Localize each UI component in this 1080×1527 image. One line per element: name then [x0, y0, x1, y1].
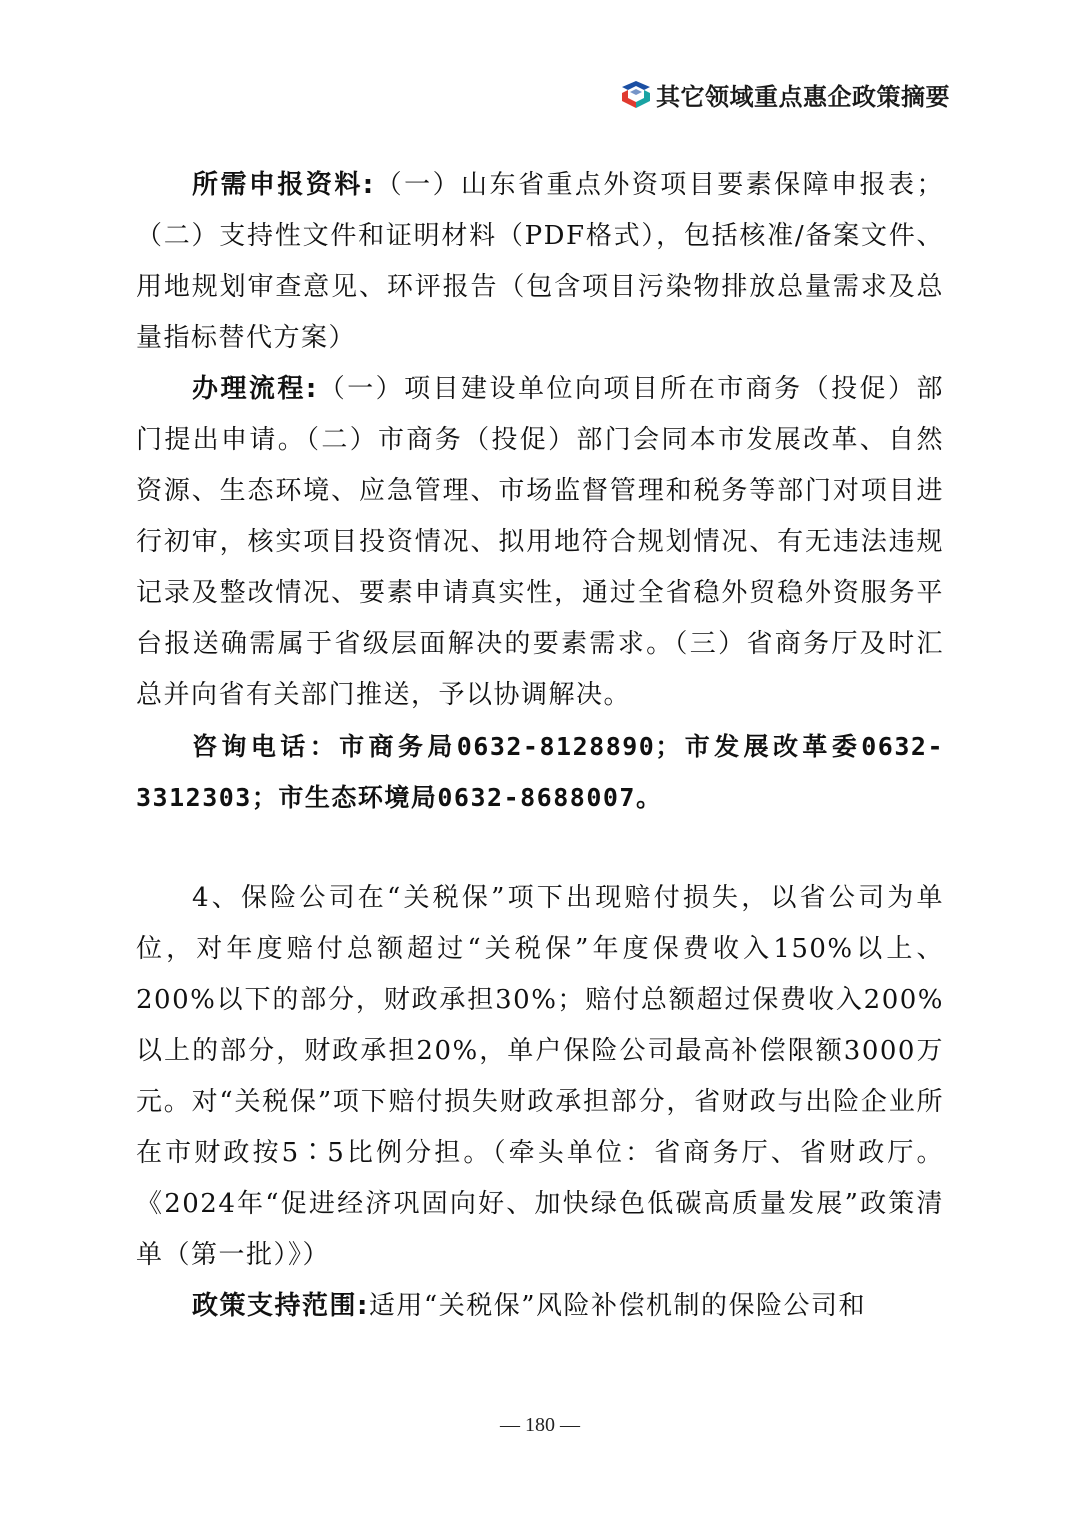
paragraph-text: 适用“关税保”风险补偿机制的保险公司和 [368, 1291, 866, 1321]
paragraph-lead: 所需申报资料: [192, 170, 375, 200]
paragraph-scope [136, 1281, 944, 1332]
header-title: 其它领域重点惠企政策摘要 [656, 82, 950, 111]
paragraph-insurance: 4、保险公司在“关税保”项下出现赔付损失，以省公司为单位，对年度赔付总额超过“关税保”年度保费收入150%以上、200%以下的部分，财政承担30%；赔付总额超过保费收入200%以上的部分，财政承担20%，单户保险公司最高补偿限额3000万元。对“关税保”项下赔付损失财政承担部分，省财政与出险企业所在市财政按5∶5比例分担。（牵头单位：省商务厅、省财政厅。《2024年“促进经济巩固向好、加快绿色低碳高质量发展”政策清单（第一批）》） [136, 883, 944, 1270]
paragraph-lead: 办理流程: [192, 374, 318, 404]
paragraph-spacer [136, 823, 944, 873]
paragraph-contact: 咨询电话：市商务局0632-8128890；市发展改革委0632-3312303；市生态环境局0632-8688007。 [136, 732, 944, 812]
paragraph-materials [136, 160, 944, 364]
page-number: — 180 — [500, 1414, 580, 1436]
logo-icon [620, 79, 652, 109]
document-body [136, 160, 944, 1332]
paragraph-process [136, 364, 944, 721]
page-header [620, 76, 950, 112]
paragraph-text: （一）项目建设单位向项目所在市商务（投促）部门提出申请。（二）市商务（投促）部门会同本市发展改革、自然资源、生态环境、应急管理、市场监督管理和税务等部门对项目进行初审，核实项目投资情况、拟用地符合规划情况、有无违法违规记录及整改情况、要素申请真实性，通过全省稳外贸稳外资服务平台报送确需属于省级层面解决的要素需求。（三）省商务厅及时汇总并向省有关部门推送，予以协调解决。 [136, 374, 944, 710]
paragraph-lead: 政策支持范围: [192, 1291, 369, 1321]
paragraph-text: （一）山东省重点外资项目要素保障申报表；（二）支持性文件和证明材料（PDF格式），包括核准/备案文件、用地规划审查意见、环评报告（包含项目污染物排放总量需求及总量指标替代方案） [136, 170, 944, 353]
